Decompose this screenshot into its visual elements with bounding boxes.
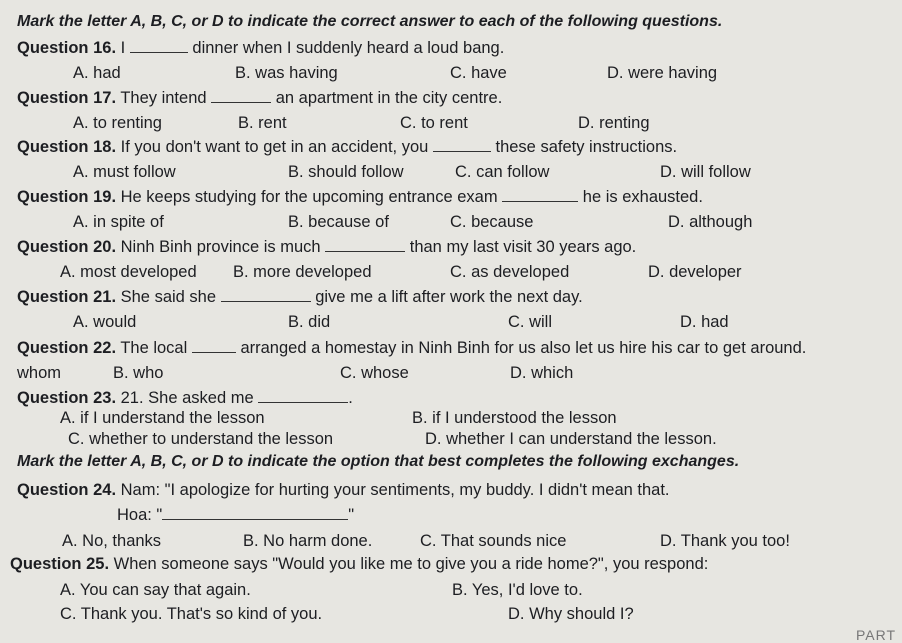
q19-option-a[interactable]: A. in spite of bbox=[73, 213, 164, 231]
question-23-stem-post: . bbox=[348, 389, 353, 407]
answer-blank bbox=[162, 505, 348, 520]
q20-option-a[interactable]: A. most developed bbox=[60, 263, 197, 281]
question-24-stem: Nam: "I apologize for hurting your sentiments, my buddy. I didn't mean that. bbox=[120, 481, 670, 499]
question-20-label: Question 20. bbox=[17, 238, 117, 256]
question-22-stem-pre: The local bbox=[120, 339, 188, 357]
answer-blank bbox=[221, 287, 311, 302]
question-19-stem-post: he is exhausted. bbox=[582, 188, 703, 206]
question-24 bbox=[17, 480, 670, 500]
q25-option-c[interactable]: C. Thank you. That's so kind of you. bbox=[60, 605, 323, 623]
question-21 bbox=[17, 287, 583, 307]
question-23 bbox=[17, 388, 353, 408]
question-25 bbox=[10, 554, 708, 574]
answer-blank bbox=[325, 237, 405, 252]
question-21-stem-pre: She said she bbox=[120, 288, 217, 306]
q24-option-a[interactable]: A. No, thanks bbox=[62, 532, 162, 550]
question-18-label: Question 18. bbox=[17, 138, 117, 156]
q25-option-d[interactable]: D. Why should I? bbox=[508, 605, 634, 623]
q18-option-a[interactable]: A. must follow bbox=[73, 163, 176, 181]
question-22-stem-post: arranged a homestay in Ninh Binh for us also let us hire his car to get around. bbox=[240, 339, 807, 357]
question-17-stem-pre: They intend bbox=[120, 89, 207, 107]
q25-option-b[interactable]: B. Yes, I'd love to. bbox=[452, 581, 583, 599]
q22-option-d[interactable]: D. which bbox=[510, 364, 574, 382]
q16-option-d[interactable]: D. were having bbox=[607, 64, 718, 82]
answer-blank bbox=[258, 388, 348, 403]
q23-option-c[interactable]: C. whether to understand the lesson bbox=[68, 430, 334, 448]
question-16-stem-post: dinner when I suddenly heard a loud bang. bbox=[192, 39, 505, 57]
question-19 bbox=[17, 187, 703, 207]
question-25-stem: When someone says "Would you like me to give you a ride home?", you respond: bbox=[113, 555, 709, 573]
question-21-stem-post: give me a lift after work the next day. bbox=[315, 288, 583, 306]
q22-option-c[interactable]: C. whose bbox=[340, 364, 409, 382]
q20-option-c[interactable]: C. as developed bbox=[450, 263, 570, 281]
question-16-stem-pre: I bbox=[120, 39, 126, 57]
question-16 bbox=[17, 38, 504, 58]
q21-option-d[interactable]: D. had bbox=[680, 313, 729, 331]
question-17-stem-post: an apartment in the city centre. bbox=[275, 89, 503, 107]
question-25-label: Question 25. bbox=[10, 555, 110, 573]
q18-option-c[interactable]: C. can follow bbox=[455, 163, 550, 181]
question-19-label: Question 19. bbox=[17, 188, 117, 206]
q21-option-b[interactable]: B. did bbox=[288, 313, 331, 331]
question-22-label: Question 22. bbox=[17, 339, 117, 357]
answer-blank bbox=[433, 137, 491, 152]
q24-option-c[interactable]: C. That sounds nice bbox=[420, 532, 567, 550]
question-21-label: Question 21. bbox=[17, 288, 117, 306]
q22-option-a[interactable]: whom bbox=[17, 364, 62, 382]
q23-option-b[interactable]: B. if I understood the lesson bbox=[412, 409, 617, 427]
question-17-label: Question 17. bbox=[17, 89, 117, 107]
q17-option-c[interactable]: C. to rent bbox=[400, 114, 468, 132]
answer-blank bbox=[211, 88, 271, 103]
q17-option-b[interactable]: B. rent bbox=[238, 114, 287, 132]
q24-option-b[interactable]: B. No harm done. bbox=[243, 532, 373, 550]
q17-option-a[interactable]: A. to renting bbox=[73, 114, 162, 132]
reply-speaker: Hoa: " bbox=[117, 506, 163, 524]
reply-close-quote: " bbox=[348, 506, 355, 524]
answer-blank bbox=[130, 38, 188, 53]
q22-option-b[interactable]: B. who bbox=[113, 364, 164, 382]
question-23-label: Question 23. bbox=[17, 389, 117, 407]
q21-option-a[interactable]: A. would bbox=[73, 313, 137, 331]
q25-option-a[interactable]: A. You can say that again. bbox=[60, 581, 251, 599]
question-19-stem-pre: He keeps studying for the upcoming entrance exam bbox=[120, 188, 498, 206]
q16-option-b[interactable]: B. was having bbox=[235, 64, 338, 82]
q16-option-c[interactable]: C. have bbox=[450, 64, 507, 82]
q24-option-d[interactable]: D. Thank you too! bbox=[660, 532, 790, 550]
question-24-label: Question 24. bbox=[17, 481, 117, 499]
q19-option-d[interactable]: D. although bbox=[668, 213, 753, 231]
question-16-label: Question 16. bbox=[17, 39, 117, 57]
question-20 bbox=[17, 237, 636, 257]
q23-option-d[interactable]: D. whether I can understand the lesson. bbox=[425, 430, 717, 448]
instruction-1: Mark the letter A, B, C, or D to indicate the correct answer to each of the following questions. bbox=[17, 13, 723, 30]
q18-option-b[interactable]: B. should follow bbox=[288, 163, 404, 181]
question-24-reply bbox=[117, 505, 354, 525]
question-18-stem-post: these safety instructions. bbox=[495, 138, 678, 156]
question-18 bbox=[17, 137, 677, 157]
q18-option-d[interactable]: D. will follow bbox=[660, 163, 751, 181]
q17-option-d[interactable]: D. renting bbox=[578, 114, 650, 132]
question-22 bbox=[17, 338, 806, 358]
answer-blank bbox=[502, 187, 578, 202]
question-23-stem-pre: 21. She asked me bbox=[120, 389, 254, 407]
section-label-cut-off: PART bbox=[855, 627, 896, 643]
q23-option-a[interactable]: A. if I understand the lesson bbox=[60, 409, 265, 427]
answer-blank bbox=[192, 338, 236, 353]
q20-option-d[interactable]: D. developer bbox=[648, 263, 742, 281]
question-20-stem-post: than my last visit 30 years ago. bbox=[409, 238, 637, 256]
q19-option-c[interactable]: C. because bbox=[450, 213, 534, 231]
q20-option-b[interactable]: B. more developed bbox=[233, 263, 372, 281]
q16-option-a[interactable]: A. had bbox=[73, 64, 121, 82]
q19-option-b[interactable]: B. because of bbox=[288, 213, 389, 231]
question-20-stem-pre: Ninh Binh province is much bbox=[120, 238, 321, 256]
question-18-stem-pre: If you don't want to get in an accident, you bbox=[120, 138, 429, 156]
q21-option-c[interactable]: C. will bbox=[508, 313, 552, 331]
instruction-2: Mark the letter A, B, C, or D to indicate the option that best completes the following exchanges. bbox=[17, 453, 740, 470]
question-17 bbox=[17, 88, 502, 108]
